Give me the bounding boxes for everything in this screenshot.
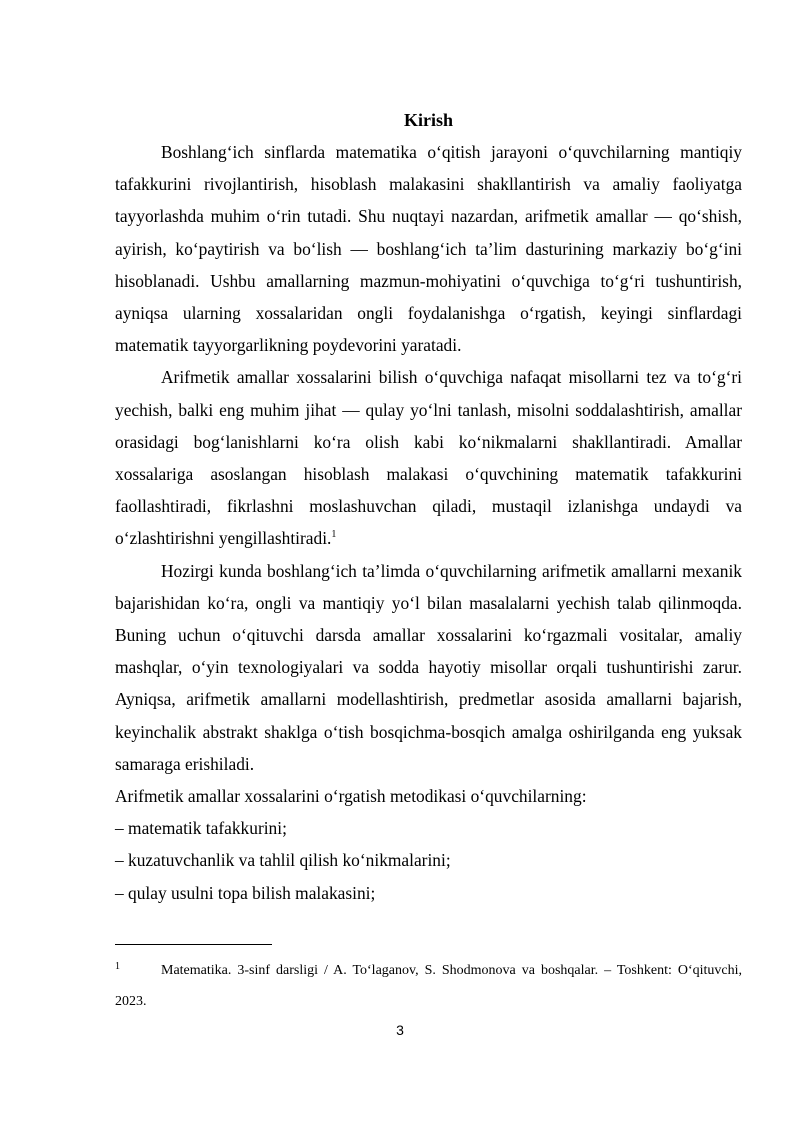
page-number: 3 [396,1022,404,1038]
list-item: – kuzatuvchanlik va tahlil qilish ko‘nikmalarini; [115,850,451,871]
list-item: – matematik tafakkurini; [115,818,287,839]
footnote-divider [115,944,272,945]
paragraph-text: Arifmetik amallar xossalarini bilish o‘quvchiga nafaqat misollarni tez va to‘g‘ri yechish, balki eng muhim jihat — qulay yo‘lni tanlash, misolni soddalashtirish, amallar orasidagi bog‘lanishlarni ko‘ra olish kabi ko‘nikmalarni shakllantiradi. Amallar xossalariga asoslangan hisoblash malakasi o‘quvchining matematik tafakkurini faollashtiradi, fikrlashni moslashuvchan qiladi, mustaqil izlanishga undaydi va o‘zlashtirishni yengillashtiradi. [115,367,742,549]
paragraph: Hozirgi kunda boshlang‘ich ta’limda o‘quvchilarning arifmetik amallarni mexanik bajarishidan ko‘ra, ongli va mantiqiy yo‘l bilan masalalarni yechish talab qilinmoqda. Buning uchun o‘qituvchi darsda amallar xossalarini ko‘rgazmali vositalar, amaliy mashqlar, o‘yin texnologiyalari va sodda hayotiy misollar orqali tushuntirishi zarur. Ayniqsa, arifmetik amallarni modellashtirish, predmetlar asosida amallarni bajarish, keyinchalik abstrakt shaklga o‘tish bosqichma-bosqich amalga oshirilganda eng yuksak samaraga erishiladi. [115,560,742,774]
list-item: – qulay usulni topa bilish malakasini; [115,882,376,903]
paragraph: Boshlang‘ich sinflarda matematika o‘qitish jarayoni o‘quvchilarning mantiqiy tafakkurini rivojlantirish, hisoblash malakasini shakllantirish va amaliy faoliyatga tayyorlashda muhim o‘rin tutadi. Shu nuqtayi nazardan, arifmetik amallar — qo‘shish, ayirish, ko‘paytirish va bo‘lish — boshlang‘ich ta’lim dasturining markaziy bo‘g‘ini hisoblanadi. Ushbu amallarning mazmun-mohiyatini o‘quvchiga to‘g‘ri tushuntirish, ayniqsa ularning xossalaridan ongli foydalanishga o‘rgatish, keyingi sinflardagi matematik tayyorgarlikning poydevorini yaratadi. [115,142,742,356]
section-title: Kirish [403,110,453,130]
list-intro: Arifmetik amallar xossalarini o‘rgatish metodikasi o‘quvchilarning: [115,786,587,807]
footnote-number: 1 [115,961,120,972]
footnote [115,951,742,1017]
paragraph [115,361,742,554]
main-text [115,106,742,909]
footnote-text: Matematika. 3-sinf darsligi / A. To‘laganov, S. Shodmonova va boshqalar. – Toshkent: O‘qituvchi, 2023. [115,963,742,1009]
footnote-reference[interactable]: 1 [331,529,337,541]
